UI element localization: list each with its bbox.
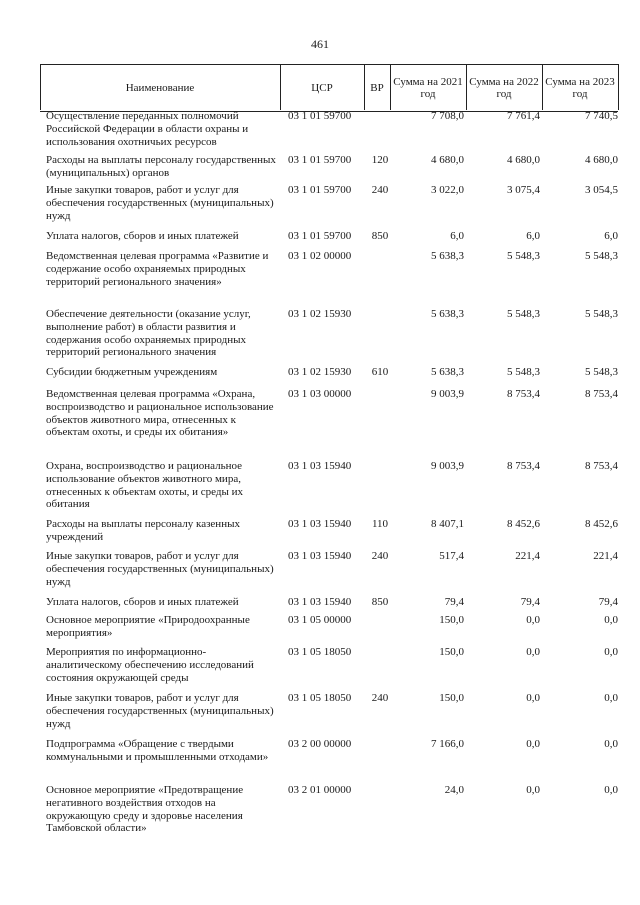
- row-name: Уплата налогов, сборов и иных платежей: [46, 230, 239, 242]
- row-csr: 03 1 05 18050: [288, 692, 352, 704]
- row-csr: 03 1 05 00000: [288, 614, 352, 626]
- header-divider: [40, 64, 41, 110]
- row-csr: 03 2 00 00000: [288, 738, 352, 750]
- row-csr: 03 1 03 00000: [288, 388, 352, 400]
- header-divider: [280, 64, 281, 110]
- row-sum-2022: 0,0: [526, 692, 540, 704]
- row-sum-2022: 8 452,6: [507, 518, 540, 530]
- row-sum-2023: 8 452,6: [585, 518, 618, 530]
- row-sum-2022: 5 548,3: [507, 308, 540, 320]
- row-sum-2023: 7 740,5: [585, 110, 618, 122]
- row-sum-2021: 5 638,3: [431, 250, 464, 262]
- row-sum-2023: 0,0: [604, 614, 618, 626]
- row-name: Охрана, воспроизводство и рациональное использование объектов животного мира, отнесенных к объектам охоты, и среды их обитания: [46, 460, 243, 511]
- row-sum-2022: 0,0: [526, 646, 540, 658]
- row-name: Иные закупки товаров, работ и услуг для обеспечения государственных (муниципальных) нужд: [46, 550, 274, 588]
- row-name: Подпрограмма «Обращение с твердыми коммунальными и промышленными отходами»: [46, 738, 269, 763]
- row-csr: 03 1 02 15930: [288, 308, 352, 320]
- row-name: Ведомственная целевая программа «Развитие и содержание особо охраняемых природных территорий регионального значения»: [46, 250, 269, 288]
- header-sum-2022: Сумма на 2022 год: [469, 76, 539, 100]
- row-sum-2021: 6,0: [450, 230, 464, 242]
- row-sum-2021: 7 166,0: [431, 738, 464, 750]
- row-name: Расходы на выплаты персоналу казенных учреждений: [46, 518, 240, 543]
- row-sum-2022: 8 753,4: [507, 388, 540, 400]
- row-sum-2023: 4 680,0: [585, 154, 618, 166]
- row-sum-2021: 5 638,3: [431, 308, 464, 320]
- header-divider: [466, 64, 467, 110]
- row-csr: 03 1 01 59700: [288, 184, 352, 196]
- header-divider: [542, 64, 543, 110]
- header-vr: ВР: [370, 82, 384, 94]
- row-sum-2022: 8 753,4: [507, 460, 540, 472]
- header-sum-2023: Сумма на 2023 год: [545, 76, 615, 100]
- row-vr: 240: [371, 184, 389, 196]
- row-sum-2021: 150,0: [439, 692, 464, 704]
- row-vr: 120: [371, 154, 389, 166]
- row-csr: 03 1 02 00000: [288, 250, 352, 262]
- row-name: Мероприятия по информационно-аналитическому обеспечению исследований состояния окружающей среды: [46, 646, 254, 684]
- row-sum-2023: 6,0: [604, 230, 618, 242]
- row-csr: 03 1 01 59700: [288, 230, 352, 242]
- row-sum-2022: 79,4: [520, 596, 540, 608]
- row-name: Иные закупки товаров, работ и услуг для обеспечения государственных (муниципальных) нужд: [46, 184, 274, 222]
- row-sum-2021: 150,0: [439, 646, 464, 658]
- row-sum-2023: 8 753,4: [585, 388, 618, 400]
- row-csr: 03 1 03 15940: [288, 596, 352, 608]
- row-sum-2022: 5 548,3: [507, 250, 540, 262]
- row-name: Уплата налогов, сборов и иных платежей: [46, 596, 239, 608]
- row-sum-2022: 5 548,3: [507, 366, 540, 378]
- row-name: Обеспечение деятельности (оказание услуг, выполнение работ) в области развития и содержания особо охраняемых природных территорий регионального значения: [46, 308, 251, 359]
- header-divider: [618, 64, 619, 110]
- header-divider: [364, 64, 365, 110]
- row-sum-2022: 6,0: [526, 230, 540, 242]
- row-sum-2021: 150,0: [439, 614, 464, 626]
- row-sum-2021: 8 407,1: [431, 518, 464, 530]
- header-sum-2021: Сумма на 2021 год: [393, 76, 463, 100]
- row-vr: 850: [371, 230, 389, 242]
- row-sum-2021: 3 022,0: [431, 184, 464, 196]
- row-sum-2023: 0,0: [604, 738, 618, 750]
- row-sum-2022: 0,0: [526, 738, 540, 750]
- row-sum-2021: 9 003,9: [431, 388, 464, 400]
- row-name: Осуществление переданных полномочий Российской Федерации в области охраны и использования охотничьих ресурсов: [46, 110, 249, 148]
- row-sum-2023: 0,0: [604, 784, 618, 796]
- page-number: 461: [311, 37, 329, 51]
- row-sum-2022: 3 075,4: [507, 184, 540, 196]
- row-csr: 03 1 03 15940: [288, 550, 352, 562]
- header-divider: [390, 64, 391, 110]
- row-csr: 03 1 01 59700: [288, 110, 352, 122]
- row-sum-2022: 7 761,4: [507, 110, 540, 122]
- row-csr: 03 1 03 15940: [288, 518, 352, 530]
- header-csr: ЦСР: [311, 82, 333, 94]
- row-csr: 03 2 01 00000: [288, 784, 352, 796]
- row-vr: 240: [371, 692, 389, 704]
- row-sum-2023: 221,4: [593, 550, 618, 562]
- row-sum-2022: 4 680,0: [507, 154, 540, 166]
- row-name: Основное мероприятие «Природоохранные мероприятия»: [46, 614, 250, 639]
- row-vr: 240: [371, 550, 389, 562]
- row-name: Расходы на выплаты персоналу государственных (муниципальных) органов: [46, 154, 276, 179]
- row-sum-2023: 3 054,5: [585, 184, 618, 196]
- row-sum-2023: 5 548,3: [585, 366, 618, 378]
- row-sum-2023: 0,0: [604, 646, 618, 658]
- row-sum-2021: 517,4: [439, 550, 464, 562]
- row-csr: 03 1 02 15930: [288, 366, 352, 378]
- row-sum-2021: 79,4: [444, 596, 464, 608]
- row-sum-2023: 79,4: [598, 596, 618, 608]
- row-sum-2021: 7 708,0: [431, 110, 464, 122]
- row-vr: 110: [371, 518, 389, 530]
- row-sum-2023: 8 753,4: [585, 460, 618, 472]
- row-sum-2021: 24,0: [444, 784, 464, 796]
- row-sum-2023: 0,0: [604, 692, 618, 704]
- row-csr: 03 1 05 18050: [288, 646, 352, 658]
- row-sum-2023: 5 548,3: [585, 250, 618, 262]
- row-sum-2021: 5 638,3: [431, 366, 464, 378]
- row-name: Основное мероприятие «Предотвращение негативного воздействия отходов на окружающую среду и здоровье населения Тамбовской области»: [46, 784, 244, 835]
- row-sum-2022: 0,0: [526, 614, 540, 626]
- row-name: Ведомственная целевая программа «Охрана, воспроизводство и рациональное использование объектов животного мира, отнесенных к объектам охоты, и среды их обитания»: [46, 388, 274, 439]
- row-csr: 03 1 03 15940: [288, 460, 352, 472]
- row-sum-2022: 0,0: [526, 784, 540, 796]
- row-csr: 03 1 01 59700: [288, 154, 352, 166]
- row-name: Иные закупки товаров, работ и услуг для обеспечения государственных (муниципальных) нужд: [46, 692, 274, 730]
- row-sum-2022: 221,4: [515, 550, 540, 562]
- table-header: [40, 64, 618, 112]
- header-name: Наименование: [125, 82, 195, 94]
- row-sum-2023: 5 548,3: [585, 308, 618, 320]
- row-name: Субсидии бюджетным учреждениям: [46, 366, 218, 378]
- row-sum-2021: 4 680,0: [431, 154, 464, 166]
- row-vr: 610: [371, 366, 389, 378]
- row-vr: 850: [371, 596, 389, 608]
- row-sum-2021: 9 003,9: [431, 460, 464, 472]
